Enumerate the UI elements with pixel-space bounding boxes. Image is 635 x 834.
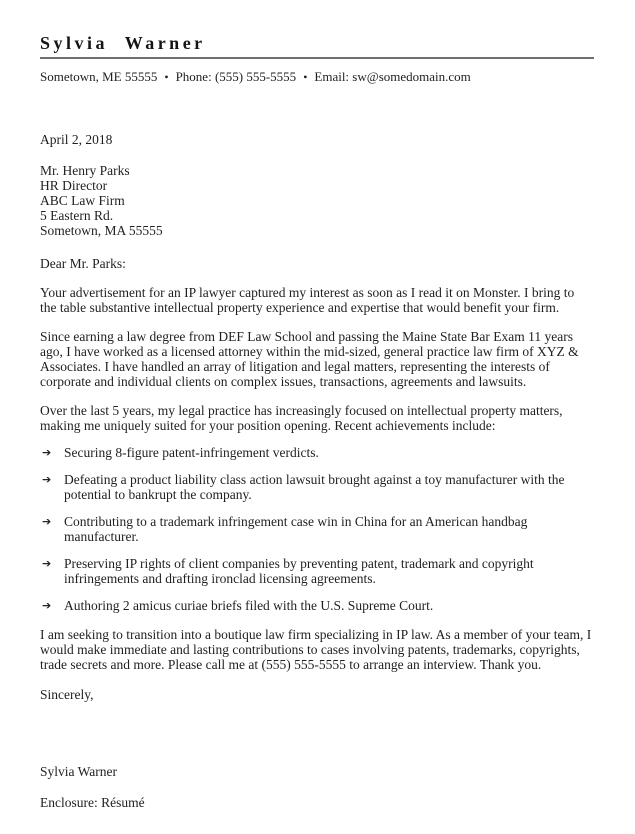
arrow-bullet-icon: ➔ <box>42 599 52 612</box>
sender-email: Email: sw@somedomain.com <box>314 69 471 84</box>
achievements-list <box>40 445 594 613</box>
achievement-text: Contributing to a trademark infringement case win in China for an American handbag manufacturer. <box>64 514 528 544</box>
list-item <box>40 514 594 544</box>
list-item <box>40 472 594 502</box>
achievement-text: Defeating a product liability class action lawsuit brought against a toy manufacturer with the potential to bankrupt the company. <box>64 472 565 502</box>
arrow-bullet-icon: ➔ <box>42 515 52 528</box>
achievement-text: Securing 8-figure patent-infringement verdicts. <box>64 445 319 460</box>
recipient-address-block <box>40 163 594 238</box>
sender-name: Sylvia Warner <box>40 33 206 53</box>
list-item <box>40 445 594 460</box>
paragraph-closing: I am seeking to transition into a boutique law firm specializing in IP law. As a member of your team, I would make immediate and lasting contributions to cases involving patents, trademarks, copyrights, trade secrets and more. Please call me at (555) 555-5555 to arrange an interview. Thank you. <box>40 627 592 672</box>
bullet-separator-icon: • <box>164 70 169 84</box>
achievement-text: Authoring 2 amicus curiae briefs filed with the U.S. Supreme Court. <box>64 598 434 613</box>
recipient-name: Mr. Henry Parks <box>40 163 130 178</box>
salutation: Dear Mr. Parks: <box>40 256 126 271</box>
arrow-bullet-icon: ➔ <box>42 473 52 486</box>
letterhead <box>40 33 594 59</box>
letter-date: April 2, 2018 <box>40 132 113 147</box>
list-item <box>40 556 594 586</box>
list-item <box>40 598 594 613</box>
sender-location: Sometown, ME 55555 <box>40 69 158 84</box>
paragraph-achievements-intro: Over the last 5 years, my legal practice has increasingly focused on intellectual property matters, making me uniquely suited for your position opening. Recent achievements include: <box>40 403 563 433</box>
recipient-city: Sometown, MA 55555 <box>40 223 163 238</box>
bullet-separator-icon: • <box>303 70 308 84</box>
arrow-bullet-icon: ➔ <box>42 557 52 570</box>
paragraph-experience: Since earning a law degree from DEF Law School and passing the Maine State Bar Exam 11 years ago, I have worked as a licensed attorney within the mid-sized, general practice law firm of XYZ & Associates. I have handled an array of litigation and legal matters, representing the interests of corporate and individual clients on complex issues, transactions, agreements and lawsuits. <box>40 329 579 389</box>
valediction: Sincerely, <box>40 687 94 702</box>
paragraph-intro: Your advertisement for an IP lawyer captured my interest as soon as I read it on Monster. I bring to the table substantive intellectual property experience and expertise that would benefit your firm. <box>40 285 575 315</box>
recipient-street: 5 Eastern Rd. <box>40 208 114 223</box>
signature-name: Sylvia Warner <box>40 764 118 779</box>
enclosure-note: Enclosure: Résumé <box>40 795 145 810</box>
achievement-text: Preserving IP rights of client companies by preventing patent, trademark and copyright infringements and drafting ironclad licensing agreements. <box>64 556 534 586</box>
recipient-title: HR Director <box>40 178 108 193</box>
recipient-company: ABC Law Firm <box>40 193 125 208</box>
arrow-bullet-icon: ➔ <box>42 446 52 459</box>
sender-phone: Phone: (555) 555-5555 <box>175 69 297 84</box>
contact-line <box>40 69 594 85</box>
